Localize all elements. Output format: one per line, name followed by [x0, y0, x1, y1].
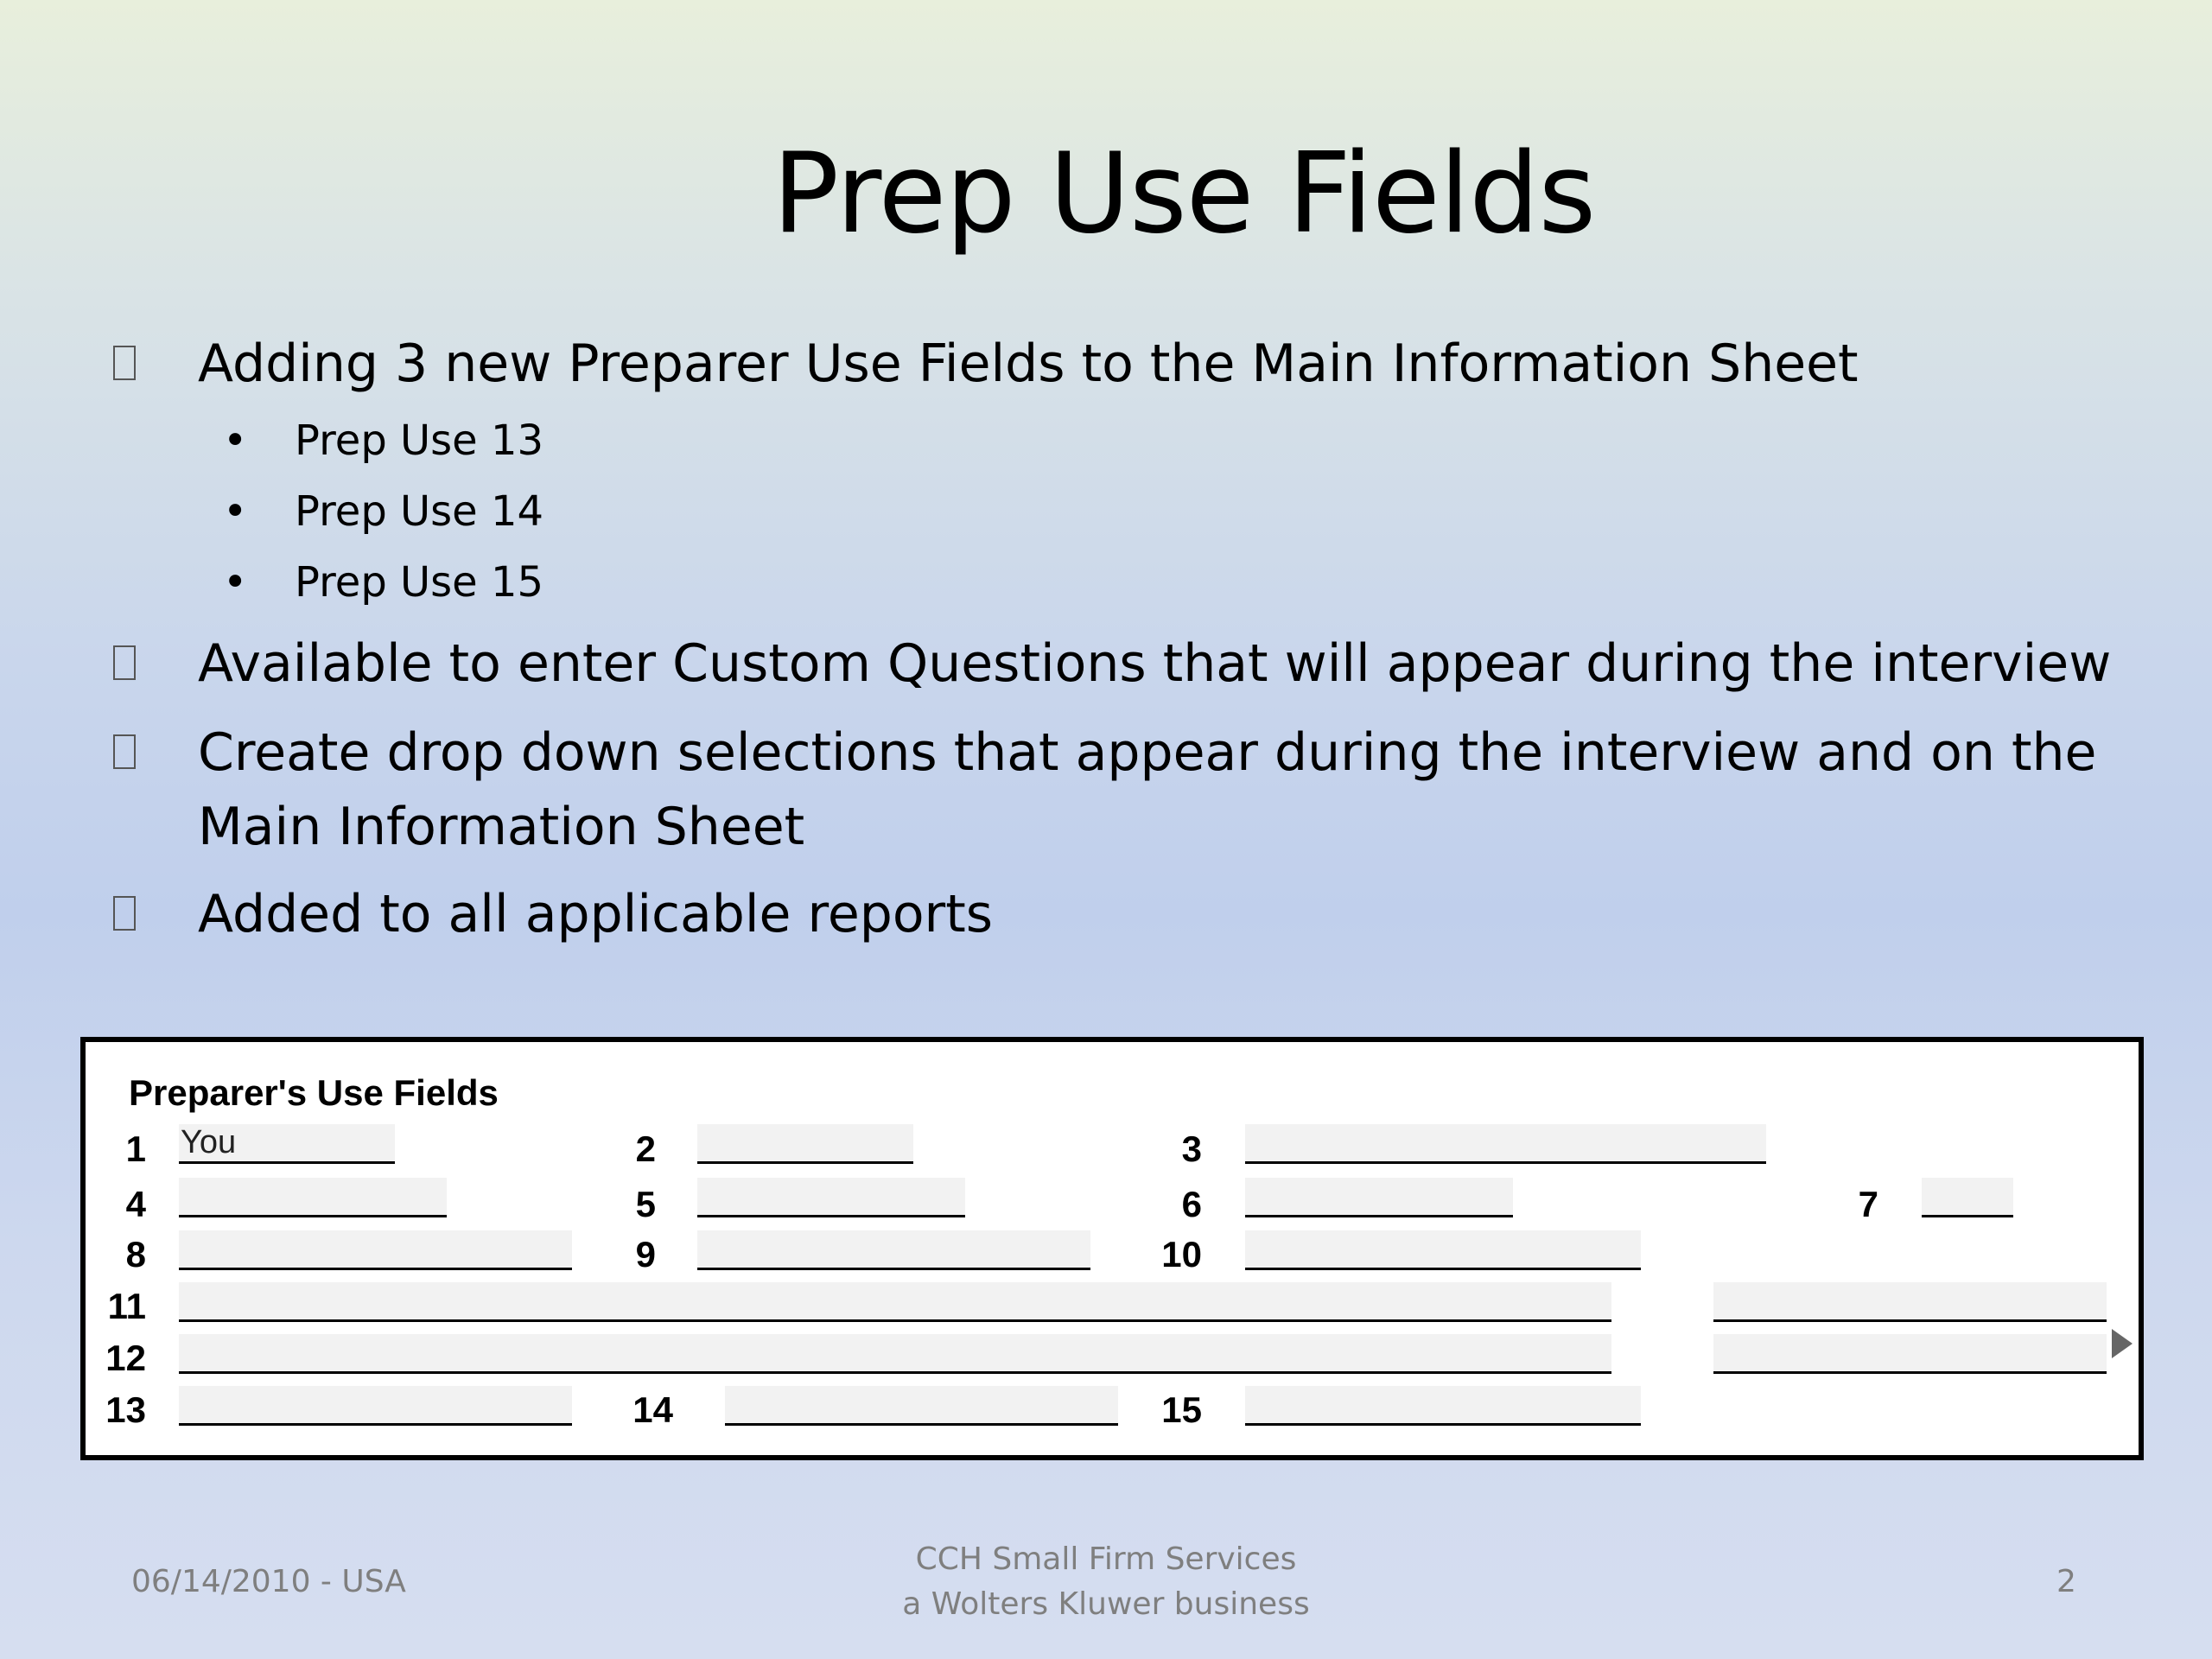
- prep-use-field-15[interactable]: [1245, 1386, 1641, 1426]
- checkbox-bullet-icon: [113, 734, 136, 769]
- prep-use-field-12-extra[interactable]: [1713, 1334, 2107, 1374]
- prep-use-field-2[interactable]: [697, 1124, 913, 1164]
- field-label-10: 10: [1161, 1234, 1202, 1274]
- field-label-2: 2: [635, 1128, 656, 1169]
- bullet-text: Added to all applicable reports: [198, 884, 994, 944]
- field-label-7: 7: [1858, 1184, 1878, 1224]
- footer-company-line1: CCH Small Firm Services: [915, 1541, 1297, 1577]
- preparers-use-fields-panel: [80, 1037, 2144, 1460]
- field-label-14: 14: [632, 1389, 673, 1430]
- sub-bullet-text: Prep Use 13: [295, 416, 544, 465]
- bullet-text: Create drop down selections that appear during the interview and on the: [198, 722, 2097, 783]
- sub-bullet-text: Prep Use 15: [295, 558, 544, 607]
- prep-use-field-11[interactable]: [179, 1282, 1611, 1322]
- sub-bullet-text: Prep Use 14: [295, 487, 544, 536]
- prep-use-field-14[interactable]: [725, 1386, 1118, 1426]
- footer-date: 06/14/2010 - USA: [131, 1564, 406, 1599]
- prep-use-field-9[interactable]: [697, 1230, 1090, 1270]
- bullet-dot-icon: •: [223, 558, 248, 607]
- prep-use-field-13[interactable]: [179, 1386, 572, 1426]
- field-label-6: 6: [1181, 1184, 1202, 1224]
- bullet-dot-icon: •: [223, 487, 248, 536]
- prep-use-field-6[interactable]: [1245, 1178, 1513, 1217]
- field-label-3: 3: [1181, 1128, 1202, 1169]
- field-label-8: 8: [125, 1234, 146, 1274]
- footer-company-line2: a Wolters Kluwer business: [902, 1586, 1310, 1622]
- field-label-12: 12: [105, 1338, 146, 1378]
- prep-use-field-7[interactable]: [1922, 1178, 2013, 1217]
- bullet-dot-icon: •: [223, 416, 248, 465]
- prep-use-field-8[interactable]: [179, 1230, 572, 1270]
- field-label-1: 1: [125, 1128, 146, 1169]
- field-label-5: 5: [635, 1184, 656, 1224]
- field-label-4: 4: [125, 1184, 146, 1224]
- field-label-15: 15: [1161, 1389, 1202, 1430]
- field-label-9: 9: [635, 1234, 656, 1274]
- prep-use-field-4[interactable]: [179, 1178, 447, 1217]
- prep-use-field-11-extra[interactable]: [1713, 1282, 2107, 1322]
- panel-title: Preparer's Use Fields: [129, 1072, 499, 1113]
- checkbox-bullet-icon: [113, 645, 136, 680]
- prep-use-field-3[interactable]: [1245, 1124, 1766, 1164]
- footer-page-number: 2: [2056, 1564, 2076, 1599]
- bullet-text: Main Information Sheet: [198, 797, 805, 857]
- checkbox-bullet-icon: [113, 346, 136, 380]
- prep-use-field-12[interactable]: [179, 1334, 1611, 1374]
- prep-use-field-10[interactable]: [1245, 1230, 1641, 1270]
- checkbox-bullet-icon: [113, 896, 136, 931]
- slide-title: Prep Use Fields: [772, 130, 1596, 258]
- arrow-right-icon[interactable]: [2112, 1329, 2133, 1358]
- bullet-text: Available to enter Custom Questions that will appear during the interview: [198, 633, 2112, 694]
- field-label-13: 13: [105, 1389, 146, 1430]
- field-label-11: 11: [107, 1286, 146, 1326]
- prep-use-field-5[interactable]: [697, 1178, 965, 1217]
- prep-use-field-1[interactable]: You: [179, 1124, 395, 1164]
- bullet-text: Adding 3 new Preparer Use Fields to the Main Information Sheet: [198, 334, 1859, 394]
